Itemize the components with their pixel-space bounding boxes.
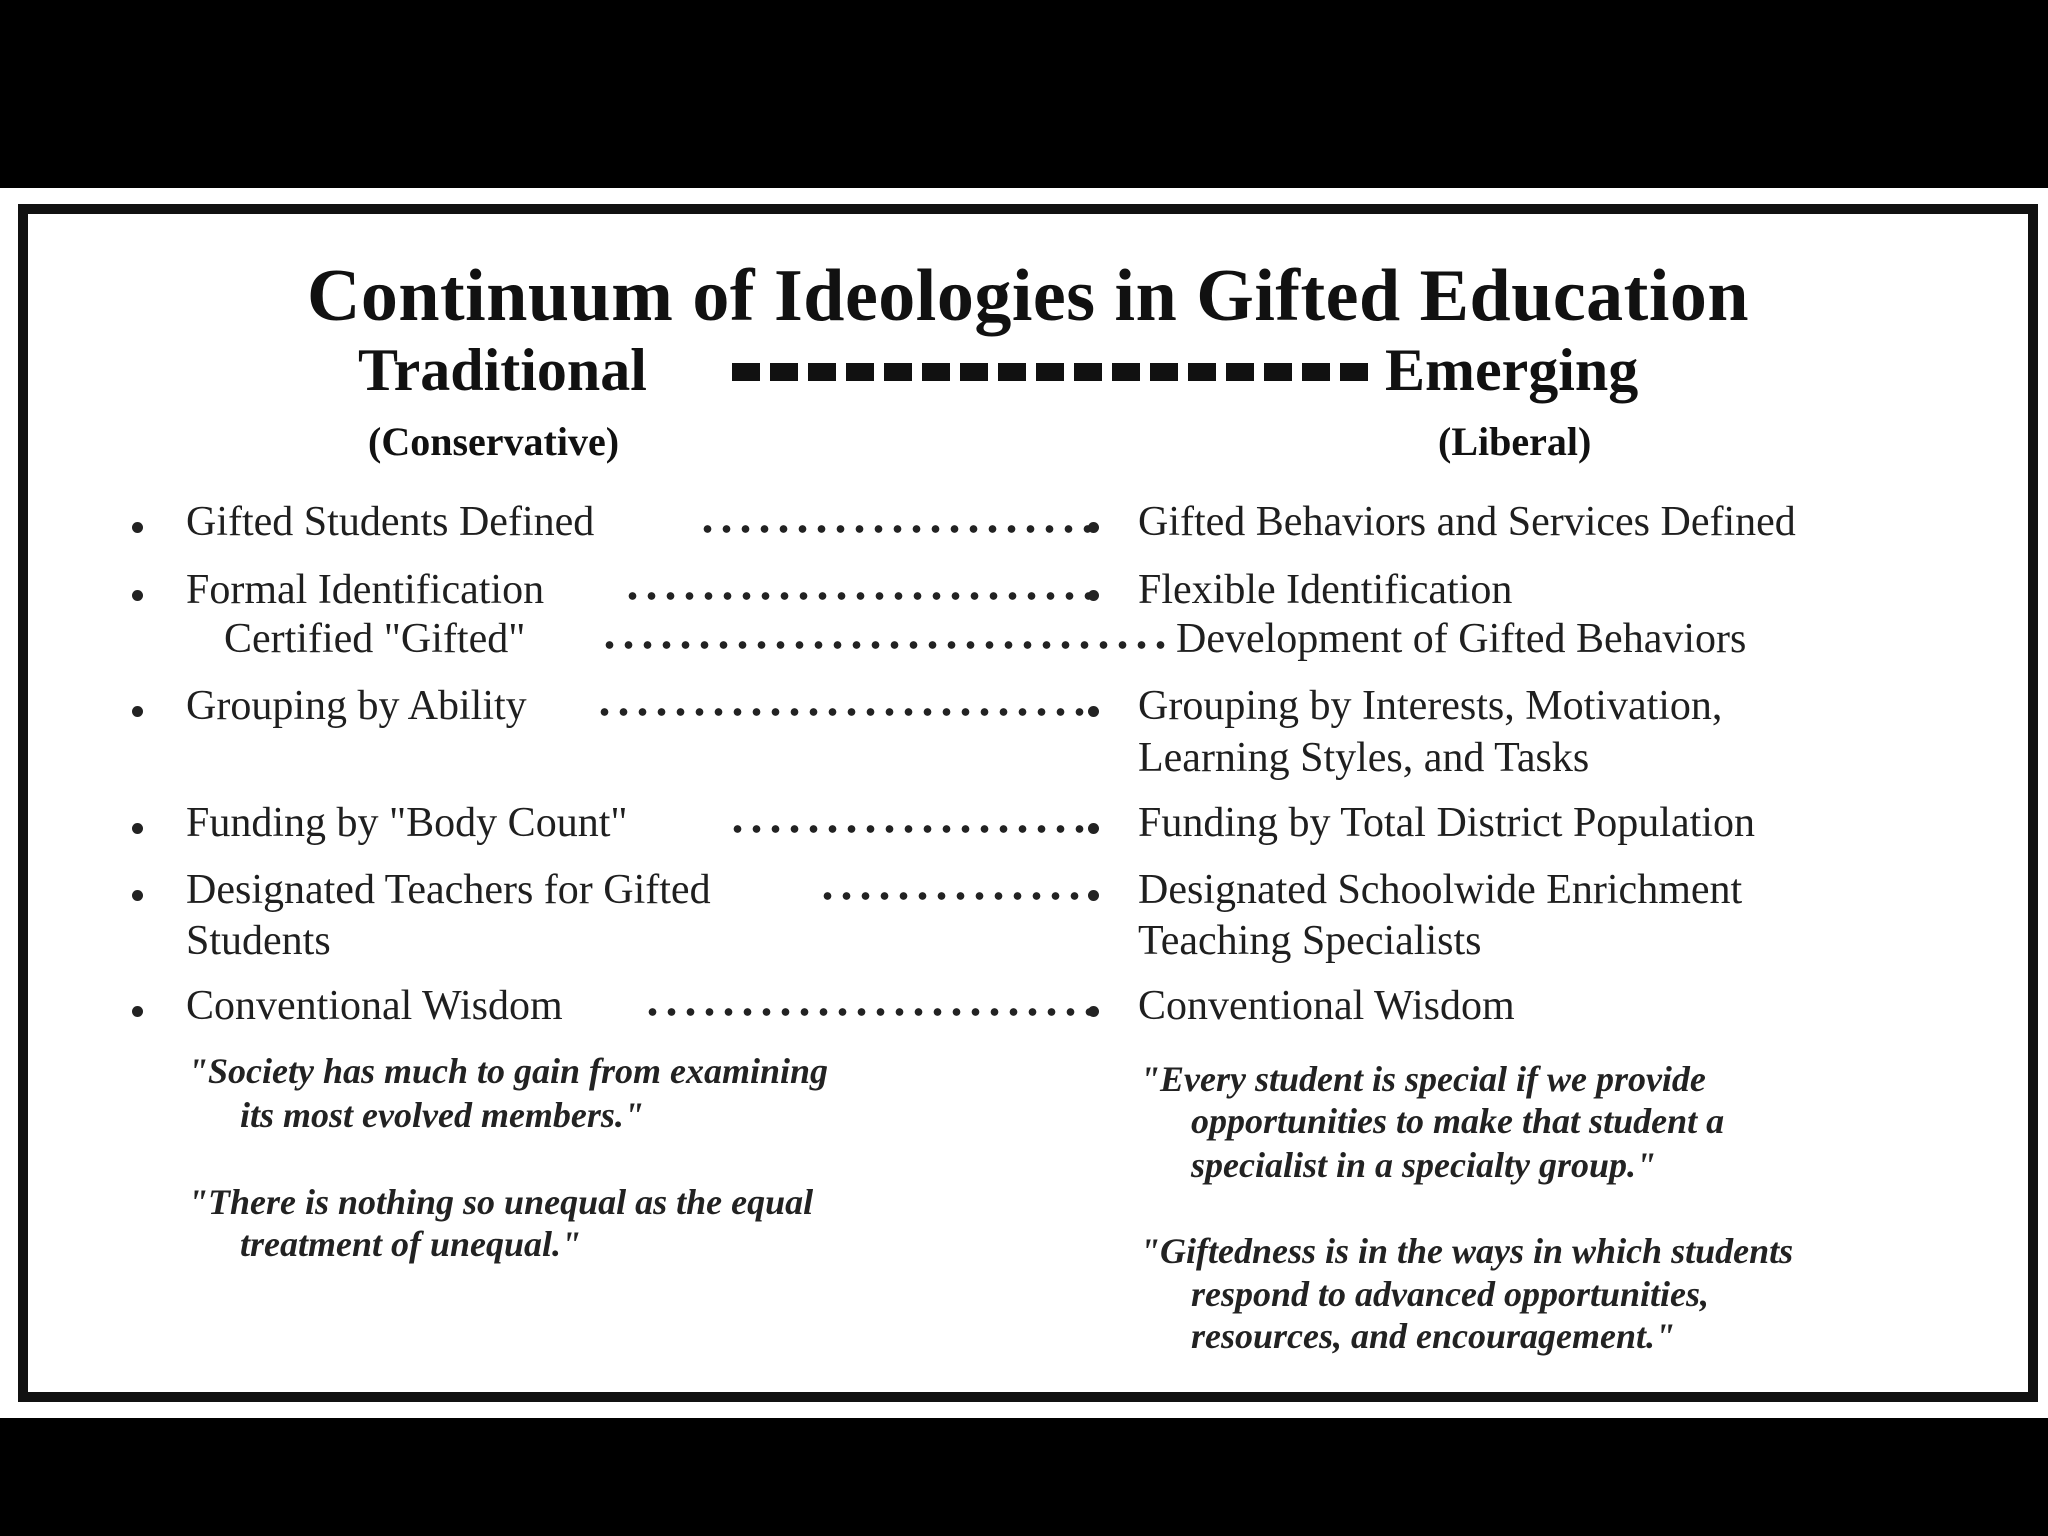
row-1-left: Gifted Students Defined [186, 499, 595, 545]
quote-left-1-line-1: "Society has much to gain from examining [188, 1051, 829, 1091]
liberal-label: (Liberal) [1438, 419, 1592, 464]
row-5-left-line-2: Students [186, 918, 331, 964]
row-2b-left: Certified "Gifted" [224, 616, 526, 662]
emerging-label: Emerging [1385, 337, 1639, 403]
row-3-right-line-2: Learning Styles, and Tasks [1138, 735, 1590, 781]
traditional-label: Traditional [358, 337, 647, 403]
row-bullet-right [1088, 522, 1099, 533]
row-bullet-right [1088, 890, 1099, 901]
quote-left-1-line-2: its most evolved members." [240, 1095, 644, 1135]
content-frame [18, 204, 2038, 1402]
conservative-label: (Conservative) [368, 419, 620, 464]
row-bullet-right [1088, 706, 1099, 717]
quote-right-1-line-1: "Every student is special if we provide [1140, 1059, 1706, 1099]
row-bullet [132, 706, 143, 717]
row-bullet [132, 1006, 143, 1017]
quote-right-2-line-3: resources, and encouragement." [1191, 1316, 1675, 1356]
row-2-right: Flexible Identification [1138, 567, 1513, 613]
row-4-right: Funding by Total District Population [1138, 800, 1755, 846]
quote-right-2-line-1: "Giftedness is in the ways in which students [1140, 1231, 1794, 1271]
row-2-dotted-connector [623, 591, 1093, 601]
row-bullet-right [1088, 823, 1099, 834]
row-5-dotted-connector [818, 891, 1093, 901]
row-bullet-right [1088, 590, 1099, 601]
row-2-left: Formal Identification [186, 567, 545, 613]
page-title: Continuum of Ideologies in Gifted Education [306, 255, 1750, 337]
row-5-left-line-1: Designated Teachers for Gifted [186, 867, 711, 913]
row-bullet-right [1088, 1006, 1099, 1017]
row-5-right-line-2: Teaching Specialists [1138, 918, 1482, 964]
row-1-dotted-connector [698, 524, 1093, 534]
row-6-right: Conventional Wisdom [1138, 983, 1515, 1029]
quote-right-1-line-3: specialist in a specialty group." [1191, 1145, 1656, 1185]
continuum-dashed-line [732, 363, 1372, 381]
row-bullet [132, 590, 143, 601]
row-1-right: Gifted Behaviors and Services Defined [1138, 499, 1796, 545]
row-3-left: Grouping by Ability [186, 683, 527, 729]
row-bullet [132, 823, 143, 834]
row-bullet [132, 890, 143, 901]
row-5-right-line-1: Designated Schoolwide Enrichment [1138, 867, 1743, 913]
row-4-dotted-connector [728, 824, 1093, 834]
quote-left-2-line-2: treatment of unequal." [240, 1224, 582, 1264]
row-4-left: Funding by "Body Count" [186, 800, 628, 846]
quote-left-2-line-1: "There is nothing so unequal as the equal [188, 1182, 814, 1222]
row-2b-right: Development of Gifted Behaviors [1176, 616, 1747, 662]
row-6-dotted-connector [643, 1007, 1093, 1017]
row-3-dotted-connector [595, 707, 1093, 717]
row-6-left: Conventional Wisdom [186, 983, 563, 1029]
quote-right-2-line-2: respond to advanced opportunities, [1191, 1274, 1710, 1314]
quote-right-1-line-2: opportunities to make that student a [1191, 1101, 1725, 1141]
row-2b-dotted-connector [600, 640, 1168, 650]
row-bullet [132, 522, 143, 533]
row-3-right-line-1: Grouping by Interests, Motivation, [1138, 683, 1723, 729]
slide [0, 188, 2048, 1418]
